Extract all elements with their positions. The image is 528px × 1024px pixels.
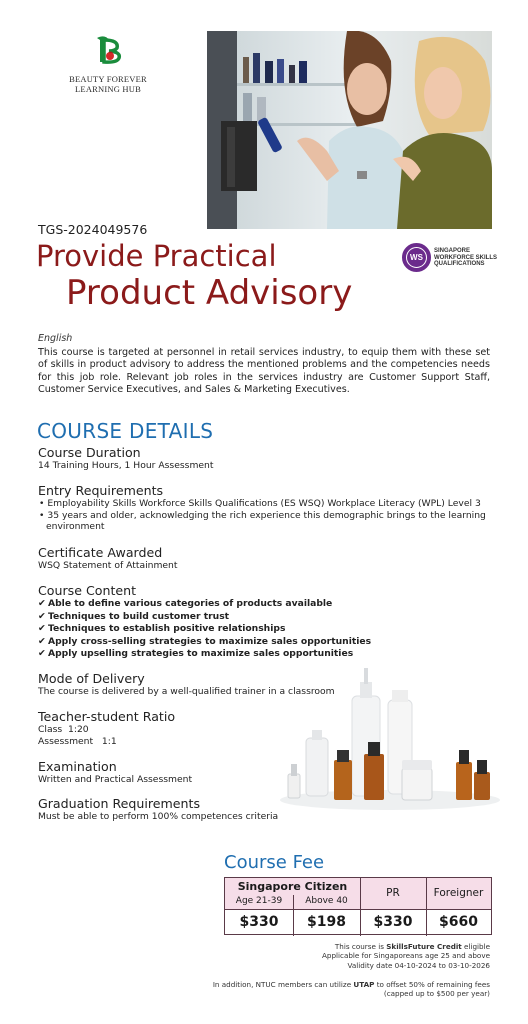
graduation-heading: Graduation Requirements [38, 796, 201, 811]
entry-requirement-item: • 35 years and older, acknowledging the rich experience this demographic brings to the learning environment [39, 509, 486, 533]
fee-header-above-40: Above 40 [305, 896, 348, 906]
examination-heading: Examination [38, 759, 117, 774]
examination-text: Written and Practical Assessment [38, 774, 193, 785]
content-item-text: Techniques to establish positive relationships [48, 623, 286, 635]
fee-header-age-band: Age 21-39 [235, 896, 283, 906]
course-title-line1: Provide Practical [36, 239, 277, 273]
ratio-assessment: Assessment 1:1 [38, 735, 117, 747]
checkmark-icon: ✔ [38, 648, 46, 660]
course-fee-heading: Course Fee [224, 852, 325, 873]
certificate-heading: Certificate Awarded [38, 545, 163, 560]
entry-requirement-text: Employability Skills Workforce Skills Qualifications (ES WSQ) Workplace Literacy (WPL) Level 3 [47, 498, 481, 509]
course-intro: This course is targeted at personnel in retail services industry, to equip them with these set of skills in product advisory to address the mentioned problems and the competencies needs for this job role. Relevant job roles in the services industry are Customer Support Staff, Customer Service Executives, and Sales & Marketing Executives. [38, 347, 490, 396]
fee-price-above-40: $198 [307, 914, 346, 930]
note-line4-post: to offset 50% of remaining fees [374, 980, 490, 989]
delivery-text: The course is delivered by a well-qualified trainer in a classroom [38, 686, 335, 697]
fee-price-age-band: $330 [239, 914, 279, 930]
content-item [38, 598, 488, 611]
checkmark-icon: ✔ [38, 635, 46, 647]
skillsfuture-note [322, 942, 490, 970]
course-content-section [38, 583, 488, 661]
fee-price-pr: $330 [373, 914, 413, 930]
content-item-text: Apply upselling strategies to maximize sales opportunities [48, 648, 354, 660]
note-line3: Validity date 04-10-2024 to 03-10-2026 [347, 960, 490, 970]
entry-requirements-heading: Entry Requirements [38, 483, 164, 498]
brand-logo [62, 34, 154, 94]
note-line1-bold: SkillsFuture Credit [386, 942, 462, 951]
note-line4-bold: UTAP [353, 980, 375, 989]
course-fee-table [224, 877, 492, 935]
fee-header-foreigner: Foreigner [433, 887, 484, 899]
course-duration-section [38, 445, 488, 472]
content-item-text: Techniques to build customer trust [48, 610, 230, 622]
hero-image [207, 31, 492, 229]
brand-name-line1: BEAUTY FOREVER [69, 74, 147, 84]
cosmetic-products-image [260, 660, 500, 820]
fee-header-pr: PR [386, 887, 400, 899]
course-duration-heading: Course Duration [38, 445, 141, 460]
course-code: TGS-2024049576 [38, 222, 148, 237]
course-title-line2: Product Advisory [66, 273, 353, 313]
ratio-class: Class 1:20 [38, 724, 89, 735]
course-details-heading: COURSE DETAILS [37, 419, 214, 443]
delivery-heading: Mode of Delivery [38, 671, 145, 686]
entry-requirement-text: 35 years and older, acknowledging the rich experience this demographic brings to the learning environment [46, 509, 486, 533]
note-line5: (capped up to $500 per year) [383, 989, 490, 999]
utap-note [213, 980, 490, 999]
brand-logo-icon [91, 34, 125, 64]
wsq-logo [402, 243, 498, 275]
course-language: English [38, 333, 73, 344]
wsq-text-line3: QUALIFICATIONS [434, 261, 485, 268]
graduation-text: Must be able to perform 100% competences criteria [38, 811, 279, 822]
wsq-text-line1: SINGAPORE [434, 248, 471, 254]
note-line4-pre: In addition, NTUC members can utilize [212, 980, 354, 989]
content-item-text: Able to define various categories of products available [48, 598, 333, 609]
checkmark-icon: ✔ [38, 610, 46, 622]
content-item-text: Apply cross-selling strategies to maximize sales opportunities [48, 635, 372, 647]
note-line1-pre: This course is [334, 942, 387, 951]
ratio-heading: Teacher-student Ratio [38, 709, 176, 724]
course-content-heading: Course Content [38, 583, 137, 598]
course-duration-text: 14 Training Hours, 1 Hour Assessment [38, 460, 214, 471]
checkmark-icon: ✔ [38, 623, 46, 635]
certificate-text: WSQ Statement of Attainment [38, 560, 178, 571]
note-line1-post: eligible [461, 942, 490, 951]
fee-header-citizen: Singapore Citizen [237, 880, 348, 893]
entry-requirement-item: • Employability Skills Workforce Skills Qualifications (ES WSQ) Workplace Literacy (WPL) Level 3 [39, 498, 481, 509]
content-item [38, 636, 488, 649]
brand-name-line2: LEARNING HUB [75, 84, 141, 94]
fee-price-foreigner: $660 [439, 914, 478, 930]
content-item [38, 623, 488, 636]
wsq-mark: WS [407, 248, 426, 267]
entry-requirements-section [38, 483, 488, 533]
note-line2: Applicable for Singaporeans age 25 and above [321, 951, 490, 961]
wsq-text-line2: WORKFORCE SKILLS [434, 254, 497, 261]
checkmark-icon: ✔ [38, 598, 46, 609]
certificate-section [38, 545, 488, 572]
content-item [38, 611, 488, 624]
